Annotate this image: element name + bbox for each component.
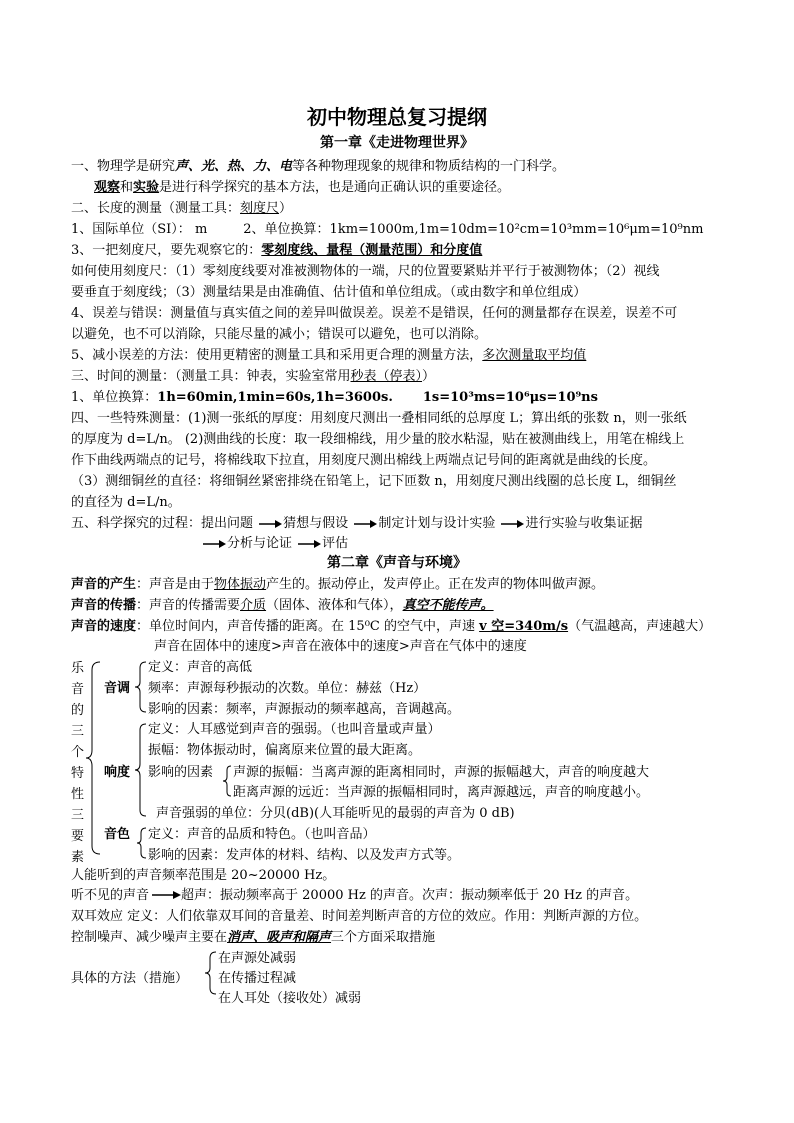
method-source: 在声源处减弱 bbox=[218, 951, 297, 966]
text: 是进行科学探究的基本方法，也是通向正确认识的重要途径。 bbox=[159, 180, 511, 195]
text: 1、国际单位（SI）： m bbox=[71, 222, 208, 237]
text: 观察 bbox=[94, 180, 121, 195]
text: 制定计划与设计实验 bbox=[378, 516, 496, 531]
text: 多次测量取平均值 bbox=[482, 348, 587, 363]
chapter1-heading: 第一章《走进物理世界》 bbox=[320, 135, 474, 151]
vertical-char: 音 bbox=[71, 682, 85, 697]
method-ear: 在人耳处（接收处）减弱 bbox=[218, 991, 362, 1006]
vertical-char: 性 bbox=[71, 787, 85, 802]
emphasis: 真空不能传声。 bbox=[402, 598, 494, 613]
keyword: 声音的传播 bbox=[71, 598, 137, 613]
text: 物体振动 bbox=[214, 577, 267, 592]
text: （固体、液体和气体）， bbox=[266, 598, 403, 613]
loudness-def: 定义：人耳感觉到声音的强弱。（也叫音量或声量） bbox=[148, 722, 441, 737]
ch1-line17: 的直径为 d=L/n。 bbox=[71, 495, 181, 510]
text: 产生的。振动停止，发声停止。正在发声的物体叫做声源。 bbox=[266, 577, 605, 592]
method-path: 在传播过程减 bbox=[218, 971, 297, 986]
ch1-line14: 的厚度为 d=L/n。 (2)测曲线的长度：取一段细棉线，用少量的胶水粘湿，贴在被测曲线上，用笔在棉线上 bbox=[71, 432, 685, 447]
loudness-factor-dist: 距离声源的远近：当声源的振幅相同时，离声源越远，声音的响度越小。 bbox=[233, 785, 650, 800]
loudness-factor: 影响的因素 bbox=[148, 765, 214, 780]
ch1-line16: （3）测细铜丝的直径：将细铜丝紧密排绕在铅笔上，记下匝数 n，用刻度尺测出线圈的总长度 L，细铜丝 bbox=[71, 474, 677, 489]
brace-timbre bbox=[137, 828, 146, 858]
text: 3、一把刻度尺，要先观察它的： bbox=[71, 243, 262, 258]
vertical-char: 特 bbox=[71, 766, 85, 781]
pitch-def: 定义：声音的高低 bbox=[148, 660, 253, 675]
ch2-inaudible bbox=[71, 887, 638, 905]
text: 三个方面采取措施 bbox=[331, 930, 436, 945]
timbre-def: 定义：声音的品质和特色。（也叫音品） bbox=[148, 827, 376, 842]
ch2-binaural: 双耳效应 定义：人们依靠双耳间的音量差、时间差判断声音的方位的效应。作用：判断声源的方位。 bbox=[71, 909, 648, 924]
text: ） bbox=[279, 201, 293, 216]
text: 一、物理学是研究 bbox=[71, 159, 176, 174]
brace-pitch bbox=[135, 662, 146, 712]
ch2-range: 人能听到的声音频率范围是 20~20000 Hz。 bbox=[71, 868, 336, 883]
loudness-unit: 声音强弱的单位：分贝(dB)(人耳能听见的最弱的声音为 0 dB) bbox=[156, 806, 515, 821]
page-title: 初中物理总复习提纲 bbox=[307, 105, 487, 129]
methods-keyword: 具体的方法（措施） bbox=[71, 971, 189, 986]
ch2-noise bbox=[71, 929, 435, 947]
text: 二、长度的测量（测量工具： bbox=[71, 201, 241, 216]
text: 1h=60min,1min=60s,1h=3600s. bbox=[157, 390, 393, 405]
text: 超声：振动频率高于 20000 Hz 的声音。次声：振动频率低于 20 Hz 的声音。 bbox=[181, 888, 639, 903]
ch1-line8: 4、误差与错误：测量值与真实值之间的差异叫做误差。误差不是错误，任何的测量都存在误差，误差不可 bbox=[71, 306, 678, 321]
loudness-keyword: 响度 bbox=[104, 765, 131, 780]
text: 2、单位换算：1km=1000m,1m=10dm=10²cm=10³mm=10⁶μm=10⁹nm bbox=[243, 222, 704, 237]
ch1-line7: 要垂直于刻度线；（3）测量结果是由准确值、估计值和单位组成。（或由数字和单位组成） bbox=[71, 285, 587, 300]
text: 猜想与假设 bbox=[283, 516, 349, 531]
text: 控制噪声、减少噪声主要在 bbox=[71, 930, 228, 945]
brace-factor bbox=[223, 766, 231, 796]
keyword: 声音的速度 bbox=[71, 619, 137, 634]
vertical-char: 乐 bbox=[71, 661, 85, 676]
loudness-amp: 振幅：物体振动时，偏离原来位置的最大距离。 bbox=[148, 743, 422, 758]
pitch-freq: 频率：声源每秒振动的次数。单位：赫兹（Hz） bbox=[148, 681, 427, 696]
text: ：单位时间内，声音传播的距离。在 15⁰C 的空气中，声速 bbox=[136, 619, 480, 634]
vertical-char: 的 bbox=[71, 703, 85, 718]
emphasis: 声、光、热、力、电 bbox=[175, 159, 293, 174]
timbre-keyword: 音色 bbox=[104, 827, 131, 842]
text: 5、减小误差的方法：使用更精密的测量工具和采用更合理的测量方法， bbox=[71, 348, 483, 363]
text: 等各种物理现象的规律和物质结构的一门科学。 bbox=[292, 159, 566, 174]
emphasis: 消声、吸声和隔声 bbox=[227, 930, 332, 945]
keyword: 声音的产生 bbox=[71, 577, 137, 592]
text: 分析与论证 bbox=[227, 536, 293, 551]
brace-main bbox=[86, 662, 100, 854]
text: 三、时间的测量：（测量工具：钟表，实验室常用 bbox=[71, 369, 351, 384]
text: 评估 bbox=[322, 536, 349, 551]
text: 刻度尺 bbox=[240, 201, 280, 216]
brace-methods bbox=[205, 952, 216, 994]
pitch-keyword: 音调 bbox=[104, 681, 131, 696]
text: 和 bbox=[120, 180, 134, 195]
ch1-line15: 作下曲线两端点的记号，将棉线取下拉直，用刻度尺测出棉线上两端点记号间的距离就是曲线的长度。 bbox=[71, 453, 657, 468]
loudness-factor-amp: 声源的振幅：当离声源的距离相同时，声源的振幅越大，声音的响度越大 bbox=[233, 765, 650, 780]
text: 1、单位换算： bbox=[71, 390, 158, 405]
text: 实验 bbox=[133, 180, 160, 195]
text: v 空=340m/s bbox=[479, 619, 569, 634]
text: ） bbox=[422, 369, 436, 384]
vertical-char: 要 bbox=[71, 829, 85, 844]
ch1-line6: 如何使用刻度尺：（1）零刻度线要对准被测物体的一端，尺的位置要紧贴并平行于被测物体；（2）视线 bbox=[71, 264, 660, 279]
text: ：声音是由于 bbox=[136, 577, 215, 592]
text: 秒表（停表） bbox=[350, 369, 423, 384]
vertical-char: 三 bbox=[71, 724, 85, 739]
text: 1s=10³ms=10⁶μs=10⁹ns bbox=[422, 390, 598, 405]
vertical-char: 三 bbox=[71, 808, 85, 823]
chapter2-heading: 第二章《声音与环境》 bbox=[327, 555, 467, 571]
text: 听不见的声音 bbox=[71, 888, 150, 903]
ch2-speed-order: 声音在固体中的速度>声音在液体中的速度>声音在气体中的速度 bbox=[154, 639, 527, 654]
timbre-factor: 影响的因素：发声体的材料、结构、以及发声方式等。 bbox=[148, 848, 461, 863]
text: 介质 bbox=[240, 598, 267, 613]
pitch-factor: 影响的因素：频率，声源振动的频率越高，音调越高。 bbox=[148, 702, 461, 717]
ch1-line13: 四、一些特殊测量：(1)测一张纸的厚度：用刻度尺测出一叠相同纸的总厚度 L；算出纸的张数 n，则一张纸 bbox=[71, 411, 687, 426]
vertical-char: 个 bbox=[71, 745, 85, 760]
text: （气温越高，声速越大） bbox=[568, 619, 712, 634]
text: ：声音的传播需要 bbox=[136, 598, 241, 613]
vertical-char: 素 bbox=[71, 850, 85, 865]
brace-loudness bbox=[135, 724, 146, 816]
ch1-line9: 以避免，也不可以消除，只能尽量的减小；错误可以避免，也可以消除。 bbox=[71, 327, 488, 342]
text: 五、科学探究的过程：提出问题 bbox=[71, 516, 254, 531]
text: 进行实验与收集证据 bbox=[525, 516, 643, 531]
text: 零刻度线、量程（测量范围）和分度值 bbox=[261, 243, 483, 258]
